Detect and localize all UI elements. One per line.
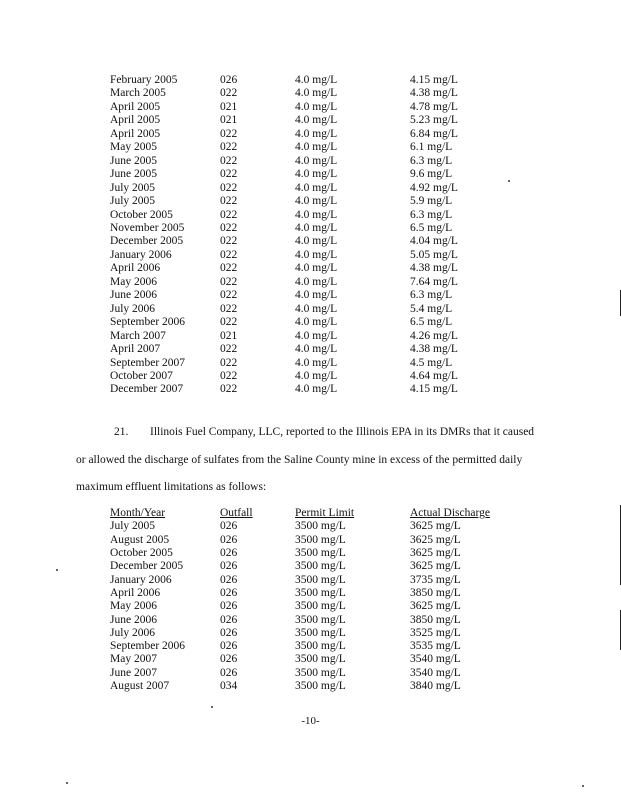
- month-year-cell: June 2005: [110, 154, 157, 167]
- outfall-cell: 022: [220, 302, 238, 315]
- month-year-cell: May 2006: [110, 600, 157, 613]
- actual-discharge-cell: 6.84 mg/L: [410, 127, 458, 140]
- paragraph-line-1: [76, 424, 556, 440]
- table-body: [110, 74, 530, 397]
- permit-limit-cell: 3500 mg/L: [295, 666, 346, 679]
- outfall-cell: 022: [220, 127, 238, 140]
- month-year-cell: March 2005: [110, 87, 166, 100]
- table-row: [110, 87, 530, 100]
- permit-limit-cell: 4.0 mg/L: [295, 383, 338, 396]
- table-row: [110, 222, 530, 235]
- paragraph-number: 21.: [114, 426, 129, 438]
- permit-limit-cell: 3500 mg/L: [295, 533, 346, 546]
- actual-discharge-cell: 3625 mg/L: [410, 547, 461, 560]
- month-year-cell: January 2006: [110, 248, 172, 261]
- outfall-cell: 026: [220, 533, 238, 546]
- permit-limit-cell: 4.0 mg/L: [295, 275, 338, 288]
- outfall-cell: 026: [220, 573, 238, 586]
- actual-discharge-cell: 3735 mg/L: [410, 573, 461, 586]
- outfall-cell: 026: [220, 586, 238, 599]
- outfall-cell: 026: [220, 560, 238, 573]
- column-header-outfall: Outfall: [220, 507, 253, 519]
- table-row: [110, 209, 530, 222]
- scan-speck: [66, 782, 68, 784]
- permit-limit-cell: 4.0 mg/L: [295, 356, 338, 369]
- actual-discharge-cell: 6.5 mg/L: [410, 316, 453, 329]
- table-row: [110, 357, 530, 370]
- permit-limit-cell: 3500 mg/L: [295, 520, 346, 533]
- month-year-cell: August 2007: [110, 680, 170, 693]
- permit-limit-cell: 4.0 mg/L: [295, 369, 338, 382]
- outfall-cell: 026: [220, 613, 238, 626]
- table-row: [110, 520, 530, 533]
- outfall-cell: 021: [220, 100, 238, 113]
- outfall-cell: 022: [220, 289, 238, 302]
- table-row: [110, 614, 530, 627]
- permit-limit-cell: 4.0 mg/L: [295, 168, 338, 181]
- month-year-cell: March 2007: [110, 329, 166, 342]
- table-row: [110, 74, 530, 87]
- actual-discharge-cell: 3840 mg/L: [410, 680, 461, 693]
- month-year-cell: October 2005: [110, 208, 173, 221]
- permit-limit-cell: 4.0 mg/L: [295, 141, 338, 154]
- month-year-cell: January 2006: [110, 573, 172, 586]
- month-year-cell: December 2005: [110, 235, 184, 248]
- month-year-cell: July 2006: [110, 302, 156, 315]
- table-row: [110, 547, 530, 560]
- table-row: [110, 330, 530, 343]
- month-year-cell: April 2005: [110, 127, 161, 140]
- actual-discharge-cell: 6.5 mg/L: [410, 221, 453, 234]
- month-year-cell: October 2007: [110, 369, 173, 382]
- table-row: [110, 289, 530, 302]
- table-row: [110, 276, 530, 289]
- actual-discharge-cell: 3535 mg/L: [410, 640, 461, 653]
- actual-discharge-cell: 3850 mg/L: [410, 613, 461, 626]
- actual-discharge-cell: 6.3 mg/L: [410, 208, 453, 221]
- outfall-cell: 021: [220, 329, 238, 342]
- actual-discharge-cell: 4.64 mg/L: [410, 369, 458, 382]
- permit-limit-cell: 4.0 mg/L: [295, 208, 338, 221]
- permit-limit-cell: 3500 mg/L: [295, 626, 346, 639]
- table-row: [110, 114, 530, 127]
- table-row: [110, 316, 530, 329]
- outfall-cell: 022: [220, 262, 238, 275]
- outfall-cell: 022: [220, 369, 238, 382]
- month-year-cell: April 2006: [110, 262, 161, 275]
- column-header-actual-discharge: Actual Discharge: [410, 507, 490, 519]
- actual-discharge-cell: 4.15 mg/L: [410, 74, 458, 86]
- month-year-cell: December 2007: [110, 383, 184, 396]
- permit-limit-cell: 3500 mg/L: [295, 613, 346, 626]
- month-year-cell: July 2006: [110, 626, 156, 639]
- month-year-cell: April 2006: [110, 586, 161, 599]
- table-row: [110, 155, 530, 168]
- table-row: [110, 574, 530, 587]
- permit-limit-cell: 4.0 mg/L: [295, 154, 338, 167]
- page-number: -10-: [301, 715, 320, 727]
- table-row: [110, 627, 530, 640]
- outfall-cell: 026: [220, 520, 238, 533]
- actual-discharge-cell: 4.26 mg/L: [410, 329, 458, 342]
- scan-speck: [582, 785, 584, 787]
- table-row: [110, 262, 530, 275]
- actual-discharge-cell: 4.78 mg/L: [410, 100, 458, 113]
- outfall-cell: 022: [220, 221, 238, 234]
- permit-limit-cell: 4.0 mg/L: [295, 181, 338, 194]
- dmr-exceedance-table-continued: [110, 74, 530, 397]
- outfall-cell: 022: [220, 316, 238, 329]
- paragraph-line-2: or allowed the discharge of sulfates from the Saline County mine in excess of the permitted daily: [76, 454, 523, 466]
- month-year-cell: June 2006: [110, 289, 157, 302]
- actual-discharge-cell: 4.5 mg/L: [410, 356, 453, 369]
- outfall-cell: 026: [220, 666, 238, 679]
- table-row: [110, 680, 530, 693]
- outfall-cell: 026: [220, 600, 238, 613]
- actual-discharge-cell: 3625 mg/L: [410, 533, 461, 546]
- permit-limit-cell: 4.0 mg/L: [295, 343, 338, 356]
- actual-discharge-cell: 7.64 mg/L: [410, 275, 458, 288]
- month-year-cell: May 2005: [110, 141, 157, 154]
- table-body: [110, 520, 530, 693]
- outfall-cell: 022: [220, 235, 238, 248]
- permit-limit-cell: 3500 mg/L: [295, 600, 346, 613]
- scan-speck: [508, 180, 510, 182]
- table-row: [110, 168, 530, 181]
- actual-discharge-cell: 6.3 mg/L: [410, 154, 453, 167]
- outfall-cell: 034: [220, 680, 238, 693]
- month-year-cell: June 2007: [110, 666, 157, 679]
- actual-discharge-cell: 5.4 mg/L: [410, 302, 453, 315]
- month-year-cell: September 2007: [110, 356, 186, 369]
- month-year-cell: April 2005: [110, 114, 161, 127]
- month-year-cell: December 2005: [110, 560, 184, 573]
- month-year-cell: February 2005: [110, 74, 178, 86]
- actual-discharge-cell: 3625 mg/L: [410, 600, 461, 613]
- table-row: [110, 235, 530, 248]
- actual-discharge-cell: 5.9 mg/L: [410, 195, 453, 208]
- outfall-cell: 022: [220, 248, 238, 261]
- table-row: [110, 383, 530, 396]
- permit-limit-cell: 3500 mg/L: [295, 560, 346, 573]
- permit-limit-cell: 4.0 mg/L: [295, 195, 338, 208]
- permit-limit-cell: 3500 mg/L: [295, 547, 346, 560]
- actual-discharge-cell: 6.1 mg/L: [410, 141, 453, 154]
- permit-limit-cell: 4.0 mg/L: [295, 289, 338, 302]
- outfall-cell: 021: [220, 114, 238, 127]
- column-header-permit-limit: Permit Limit: [295, 507, 355, 519]
- paragraph-line-3: maximum effluent limitations as follows:: [76, 481, 267, 493]
- month-year-cell: July 2005: [110, 520, 156, 533]
- outfall-cell: 022: [220, 356, 238, 369]
- actual-discharge-cell: 5.23 mg/L: [410, 114, 458, 127]
- actual-discharge-cell: 3625 mg/L: [410, 560, 461, 573]
- table-row: [110, 640, 530, 653]
- month-year-cell: September 2006: [110, 316, 186, 329]
- actual-discharge-cell: 6.3 mg/L: [410, 289, 453, 302]
- permit-limit-cell: 4.0 mg/L: [295, 262, 338, 275]
- month-year-cell: October 2005: [110, 547, 173, 560]
- sulfate-exceedance-table: [110, 507, 530, 693]
- actual-discharge-cell: 4.04 mg/L: [410, 235, 458, 248]
- month-year-cell: November 2005: [110, 221, 185, 234]
- month-year-cell: September 2006: [110, 640, 186, 653]
- scan-speck: [56, 569, 58, 571]
- table-row: [110, 653, 530, 666]
- table-header: [110, 507, 530, 520]
- outfall-cell: 026: [220, 653, 238, 666]
- actual-discharge-cell: 3625 mg/L: [410, 520, 461, 533]
- outfall-cell: 022: [220, 154, 238, 167]
- actual-discharge-cell: 4.38 mg/L: [410, 87, 458, 100]
- outfall-cell: 022: [220, 275, 238, 288]
- month-year-cell: April 2005: [110, 100, 161, 113]
- outfall-cell: 022: [220, 87, 238, 100]
- month-year-cell: July 2005: [110, 181, 156, 194]
- month-year-cell: April 2007: [110, 343, 161, 356]
- table-row: [110, 343, 530, 356]
- actual-discharge-cell: 5.05 mg/L: [410, 248, 458, 261]
- permit-limit-cell: 3500 mg/L: [295, 640, 346, 653]
- column-header-month-year: Month/Year: [110, 507, 166, 519]
- table-row: [110, 600, 530, 613]
- month-year-cell: August 2005: [110, 533, 170, 546]
- permit-limit-cell: 4.0 mg/L: [295, 221, 338, 234]
- outfall-cell: 022: [220, 195, 238, 208]
- month-year-cell: May 2007: [110, 653, 157, 666]
- permit-limit-cell: 4.0 mg/L: [295, 114, 338, 127]
- table-row: [110, 101, 530, 114]
- table-row: [110, 128, 530, 141]
- table-row: [110, 182, 530, 195]
- month-year-cell: May 2006: [110, 275, 157, 288]
- table-row: [110, 370, 530, 383]
- table-row: [110, 141, 530, 154]
- permit-limit-cell: 3500 mg/L: [295, 680, 346, 693]
- permit-limit-cell: 4.0 mg/L: [295, 329, 338, 342]
- paragraph-text: Illinois Fuel Company, LLC, reported to the Illinois EPA in its DMRs that it caused: [150, 426, 535, 438]
- table-row: [110, 249, 530, 262]
- outfall-cell: 022: [220, 181, 238, 194]
- outfall-cell: 026: [220, 74, 238, 86]
- permit-limit-cell: 4.0 mg/L: [295, 316, 338, 329]
- outfall-cell: 022: [220, 343, 238, 356]
- outfall-cell: 026: [220, 547, 238, 560]
- actual-discharge-cell: 3850 mg/L: [410, 586, 461, 599]
- scan-speck: [211, 706, 213, 708]
- outfall-cell: 022: [220, 383, 238, 396]
- permit-limit-cell: 3500 mg/L: [295, 573, 346, 586]
- outfall-cell: 026: [220, 640, 238, 653]
- table-row: [110, 560, 530, 573]
- actual-discharge-cell: 4.15 mg/L: [410, 383, 458, 396]
- permit-limit-cell: 3500 mg/L: [295, 653, 346, 666]
- outfall-cell: 022: [220, 168, 238, 181]
- permit-limit-cell: 4.0 mg/L: [295, 87, 338, 100]
- actual-discharge-cell: 4.38 mg/L: [410, 262, 458, 275]
- table-row: [110, 587, 530, 600]
- actual-discharge-cell: 3525 mg/L: [410, 626, 461, 639]
- table-row: [110, 667, 530, 680]
- month-year-cell: July 2005: [110, 195, 156, 208]
- permit-limit-cell: 4.0 mg/L: [295, 248, 338, 261]
- table-row: [110, 195, 530, 208]
- month-year-cell: June 2005: [110, 168, 157, 181]
- actual-discharge-cell: 4.38 mg/L: [410, 343, 458, 356]
- actual-discharge-cell: 4.92 mg/L: [410, 181, 458, 194]
- permit-limit-cell: 3500 mg/L: [295, 586, 346, 599]
- permit-limit-cell: 4.0 mg/L: [295, 302, 338, 315]
- actual-discharge-cell: 3540 mg/L: [410, 666, 461, 679]
- table-row: [110, 534, 530, 547]
- permit-limit-cell: 4.0 mg/L: [295, 127, 338, 140]
- month-year-cell: June 2006: [110, 613, 157, 626]
- permit-limit-cell: 4.0 mg/L: [295, 100, 338, 113]
- outfall-cell: 022: [220, 141, 238, 154]
- permit-limit-cell: 4.0 mg/L: [295, 74, 338, 86]
- actual-discharge-cell: 9.6 mg/L: [410, 168, 453, 181]
- outfall-cell: 026: [220, 626, 238, 639]
- actual-discharge-cell: 3540 mg/L: [410, 653, 461, 666]
- table-row: [110, 303, 530, 316]
- table-header-row: [110, 507, 530, 520]
- permit-limit-cell: 4.0 mg/L: [295, 235, 338, 248]
- outfall-cell: 022: [220, 208, 238, 221]
